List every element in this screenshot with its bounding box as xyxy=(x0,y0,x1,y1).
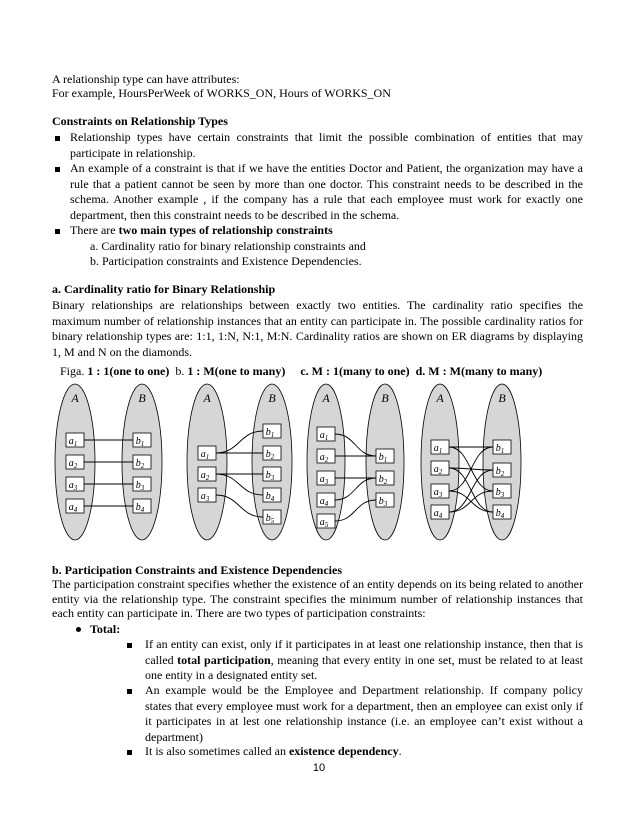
entity-b-item-text: $b_3$ xyxy=(495,487,505,499)
bullet-square-icon xyxy=(127,643,132,648)
constraint-type-b: b. Participation constraints and Existence Dependencies. xyxy=(90,254,362,268)
entity-b-item-text: $b_3$ xyxy=(378,496,388,508)
entity-a-item-text: $a_1$ xyxy=(68,436,78,448)
fig-c-label: c. M : 1(many to one) xyxy=(300,364,410,378)
page-number: 10 xyxy=(312,762,326,774)
entity-a-item-text: $a_1$ xyxy=(319,430,329,442)
entity-set-label-b: B xyxy=(138,391,146,405)
entity-a-item-text: $a_2$ xyxy=(200,470,210,482)
entity-set-label-a: A xyxy=(71,391,79,405)
constraints-heading: Constraints on Relationship Types xyxy=(52,114,228,128)
entity-a-item-text: $a_2$ xyxy=(319,452,329,464)
entity-b-item-text: $b_2$ xyxy=(495,466,505,478)
bullet-3-bold: two main types of relationship constraints xyxy=(118,223,333,237)
entity-set-ellipse xyxy=(187,384,227,540)
entity-b-item-text: $b_4$ xyxy=(495,508,505,520)
item-3-bold: existence dependency xyxy=(288,744,399,758)
entity-set-label-a: A xyxy=(322,391,330,405)
total-label: Total: xyxy=(90,622,121,636)
entity-b-item-text: $b_3$ xyxy=(135,480,145,492)
item-1-bold: total participation xyxy=(177,652,271,667)
entity-b-item-text: $b_5$ xyxy=(265,513,275,525)
item-3-post: . xyxy=(398,744,402,758)
entity-a-item-text: $a_2$ xyxy=(68,458,78,470)
entity-b-item-text: $b_1$ xyxy=(495,443,505,455)
entity-set-label-a: A xyxy=(203,391,211,405)
entity-set-label-b: B xyxy=(381,391,389,405)
bullet-3-prefix: There are xyxy=(70,223,119,237)
bullet-dot-icon xyxy=(76,627,81,632)
entity-b-item-text: $b_3$ xyxy=(265,470,275,482)
entity-a-item-text: $a_3$ xyxy=(319,474,329,486)
fig-d-label: d. M : M(many to many) xyxy=(415,364,543,378)
total-item-1 xyxy=(145,637,583,684)
entity-set-label-b: B xyxy=(498,391,506,405)
entity-a-item-text: $a_2$ xyxy=(433,464,443,476)
fig-a-label: 1 : 1(one to one) xyxy=(87,364,170,378)
fig-b-label: 1 : M(one to many) xyxy=(187,364,286,378)
item-1-pre: If an entity can exist, only if it participates in at least one relationship instance, then that is called xyxy=(145,637,583,667)
participation-heading: b. Participation Constraints and Existence Dependencies xyxy=(52,563,343,577)
entity-a-item-text: $a_5$ xyxy=(319,517,329,529)
fig-b-prefix: b. xyxy=(175,364,188,378)
item-3-pre: It is also sometimes called an xyxy=(145,744,289,758)
total-item-2: An example would be the Employee and Department relationship. If company policy states that every employee must work for a department, then an employee can exist only if it participates in at lest one relationship instance (i.e. an employee can’t exist without a department) xyxy=(145,683,583,744)
entity-b-item-text: $b_2$ xyxy=(265,449,275,461)
participation-paragraph: The participation constraint specifies whether the existence of an entity depends on its being related to another entity via the relationship type. The constraint specifies the minimum number of relationship instances that each entity can participate in. There are two types of participation constraints: xyxy=(52,577,583,620)
total-item-3 xyxy=(145,744,583,760)
entity-a-item-text: $a_1$ xyxy=(200,449,210,461)
cardinality-heading: a. Cardinality ratio for Binary Relationship xyxy=(52,282,276,296)
intro-line-2: For example, HoursPerWeek of WORKS_ON, Hours of WORKS_ON xyxy=(52,86,391,100)
entity-b-item-text: $b_2$ xyxy=(378,474,388,486)
entity-a-item-text: $a_4$ xyxy=(68,502,78,514)
constraints-bullet-2: An example of a constraint is that if we have the entities Doctor and Patient, the organization may have a rule that a patient cannot be seen by more than one doctor. This constraint needs to be described in the schema. Another example , if the company has a rule that each employee must work for exactly one department, then this constraint needs to be described in the schema. xyxy=(70,161,583,222)
entity-b-item-text: $b_4$ xyxy=(135,502,145,514)
entity-b-item-text: $b_4$ xyxy=(265,491,275,503)
entity-b-item-text: $b_1$ xyxy=(378,452,388,464)
intro-line-1: A relationship type can have attributes: xyxy=(52,72,240,86)
entity-a-item-text: $a_3$ xyxy=(200,491,210,503)
constraints-bullet-1: Relationship types have certain constraints that limit the possible combination of entities that may participate in relationship. xyxy=(70,130,583,160)
entity-a-item-text: $a_3$ xyxy=(68,480,78,492)
item-1-post: , meaning that every entity in one set, must be related to at least one entity in a designated entity set. xyxy=(145,652,583,682)
entity-b-item-text: $b_1$ xyxy=(265,427,275,439)
entity-set-label-b: B xyxy=(268,391,276,405)
constraint-type-a: a. Cardinality ratio for binary relationship constraints and xyxy=(90,239,366,253)
entity-b-item-text: $b_2$ xyxy=(135,458,145,470)
entity-a-item-text: $a_4$ xyxy=(319,496,329,508)
fig-prefix: Figa. xyxy=(60,364,88,378)
entity-b-item-text: $b_1$ xyxy=(135,436,145,448)
entity-a-item-text: $a_4$ xyxy=(433,508,443,520)
bullet-square-icon xyxy=(127,689,132,694)
entity-a-item-text: $a_3$ xyxy=(433,487,443,499)
bullet-square-icon xyxy=(127,750,132,755)
cardinality-paragraph: Binary relationships are relationships between exactly two entities. The cardinality ratio specifies the maximum number of relationship instances that an entity can participate in. The possible cardinality ratios for binary relationship types are: 1:1, 1:N, N:1, M:N. Cardinality ratios are shown on ER diagrams by displaying 1, M and N on the diamonds. xyxy=(52,298,583,359)
entity-set-label-a: A xyxy=(436,391,444,405)
entity-a-item-text: $a_1$ xyxy=(433,443,443,455)
